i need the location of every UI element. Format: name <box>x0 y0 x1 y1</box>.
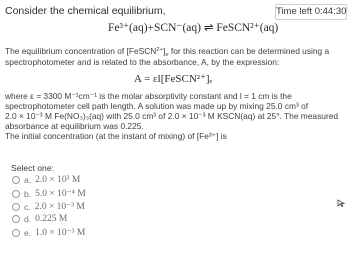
option-letter: e. <box>24 227 32 238</box>
reaction-equation: Fe³⁺(aq)+SCN⁻(aq) ⇌ FeSCN²⁺(aq) <box>108 22 279 34</box>
radio-button-icon[interactable] <box>12 203 20 211</box>
option-value: 1.0 × 10⁻³ M <box>35 228 86 238</box>
option-letter: b. <box>24 188 32 199</box>
question-sentence-2: spectrophotometer and is related to the absorbance, A, by the expression: <box>5 57 280 67</box>
answer-option-d[interactable] <box>12 214 67 224</box>
radio-button-icon[interactable] <box>12 215 20 223</box>
select-one-label: Select one: <box>11 163 54 173</box>
option-letter: c. <box>24 201 31 212</box>
question-line-4: absorbance at equilibrium was 0.225. <box>5 121 144 131</box>
option-value: 5.0 × 10⁻⁴ M <box>35 189 86 199</box>
question-line-3: 2.0 × 10⁻³ M Fe(NO₃)₃(aq) with 25.0 cm³ of 2.0 × 10⁻³ M KSCN(aq) at 25°. The measured <box>5 111 339 121</box>
answer-option-a[interactable] <box>12 175 80 185</box>
answer-option-c[interactable] <box>12 201 85 212</box>
equilibrium-subscript: e <box>165 52 169 58</box>
absorbance-formula: A = εl[FeSCN²⁺]ₑ <box>134 73 213 85</box>
option-value: 2.0 × 10³ M <box>35 175 81 185</box>
radio-button-icon[interactable] <box>12 190 20 198</box>
answer-option-e[interactable] <box>12 227 85 238</box>
charge-superscript: 2+ <box>156 47 163 53</box>
radio-button-icon[interactable] <box>12 176 20 184</box>
option-letter: a. <box>24 175 32 185</box>
option-value: 2.0 × 10⁻³ M <box>34 202 85 212</box>
question-intro: Consider the chemical equilibrium, <box>5 5 166 17</box>
sentence-part: for this reaction can be determined using a <box>168 46 330 56</box>
question-line-1: where ε = 3300 M⁻¹cm⁻¹ is the molar absorptivity constant and l = 1 cm is the <box>5 91 292 101</box>
radio-button-icon[interactable] <box>12 229 20 237</box>
answer-option-b[interactable] <box>12 188 86 199</box>
question-sentence-1 <box>5 46 329 56</box>
mouse-cursor-icon <box>337 199 345 207</box>
question-line-5: The initial concentration (at the instant of mixing) of [Fe³⁺] is <box>5 131 227 141</box>
timer-badge: Time left 0:44:30 <box>275 4 347 20</box>
question-line-2: spectrophotometer cell path length. A solution was made up by mixing 25.0 cm³ of <box>5 101 309 111</box>
sentence-part: The equilibrium concentration of [FeSCN <box>5 46 157 56</box>
option-value: 0.225 M <box>35 214 68 224</box>
option-letter: d. <box>24 214 32 224</box>
sentence-part: ] <box>162 46 166 56</box>
